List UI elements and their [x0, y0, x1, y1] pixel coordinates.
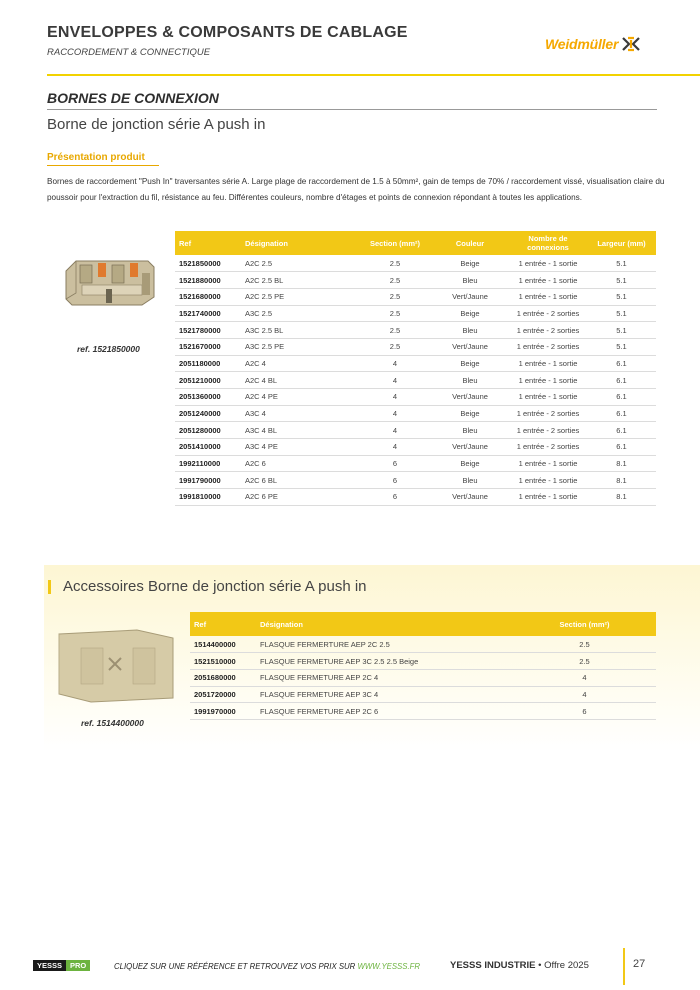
- cell-ref[interactable]: 2051410000: [175, 439, 241, 456]
- acc-cell-ref[interactable]: 2051720000: [190, 686, 256, 703]
- acc-cell-ref[interactable]: 1521510000: [190, 653, 256, 670]
- cell-section: 2.5: [359, 338, 431, 355]
- table-row[interactable]: [175, 389, 656, 406]
- footer-cta: [114, 962, 420, 971]
- acc-cell-ref[interactable]: 1514400000: [190, 636, 256, 653]
- accessories-marker: [48, 580, 51, 594]
- cell-designation: A2C 2.5: [241, 255, 359, 272]
- cell-ref[interactable]: 2051180000: [175, 355, 241, 372]
- col-header-section: Section (mm²): [359, 231, 431, 255]
- cell-ref[interactable]: 1521740000: [175, 305, 241, 322]
- cell-color: Bleu: [431, 272, 509, 289]
- cell-width: 8.1: [587, 472, 656, 489]
- footer-cta-text: CLIQUEZ SUR UNE RÉFÉRENCE ET RETROUVEZ VOS PRIX SUR: [114, 962, 356, 971]
- table-row[interactable]: [175, 288, 656, 305]
- cell-connections: 1 entrée - 1 sortie: [509, 455, 587, 472]
- acc-header-row: [190, 612, 656, 636]
- cell-color: Beige: [431, 455, 509, 472]
- cell-color: Vert/Jaune: [431, 338, 509, 355]
- cell-designation: A2C 2.5 BL: [241, 272, 359, 289]
- cell-width: 6.1: [587, 422, 656, 439]
- cell-section: 4: [359, 389, 431, 406]
- table-row[interactable]: [175, 455, 656, 472]
- cell-section: 2.5: [359, 305, 431, 322]
- header-rule: [47, 74, 700, 76]
- cell-designation: A2C 6 PE: [241, 489, 359, 506]
- cell-connections: 1 entrée - 1 sortie: [509, 355, 587, 372]
- cell-width: 6.1: [587, 439, 656, 456]
- acc-col-header-ref: Ref: [190, 612, 256, 636]
- cell-designation: A3C 4: [241, 405, 359, 422]
- table-row[interactable]: [175, 439, 656, 456]
- acc-table-row[interactable]: [190, 636, 656, 653]
- end-plate-image: [57, 628, 175, 704]
- end-plate-illustration: [57, 628, 175, 704]
- cell-designation: A2C 4 BL: [241, 372, 359, 389]
- footer-brand: [450, 960, 589, 971]
- cell-width: 5.1: [587, 288, 656, 305]
- cell-connections: 1 entrée - 2 sorties: [509, 338, 587, 355]
- cell-color: Vert/Jaune: [431, 439, 509, 456]
- acc-cell-section: 6: [513, 703, 656, 720]
- presentation-label: Présentation produit: [47, 152, 145, 163]
- cell-designation: A2C 4 PE: [241, 389, 359, 406]
- page-footer: [0, 945, 700, 990]
- table-row[interactable]: [175, 405, 656, 422]
- table-row[interactable]: [175, 489, 656, 506]
- cell-connections: 1 entrée - 2 sorties: [509, 439, 587, 456]
- cell-width: 6.1: [587, 405, 656, 422]
- brand-name: Weidmüller: [545, 36, 619, 52]
- weidmuller-mark-icon: [622, 36, 640, 52]
- acc-cell-ref[interactable]: 1991970000: [190, 703, 256, 720]
- cell-color: Beige: [431, 405, 509, 422]
- col-header-ref: Ref: [175, 231, 241, 255]
- cell-width: 6.1: [587, 389, 656, 406]
- cell-section: 6: [359, 472, 431, 489]
- table-row[interactable]: [175, 272, 656, 289]
- cell-color: Vert/Jaune: [431, 389, 509, 406]
- cell-connections: 1 entrée - 1 sortie: [509, 472, 587, 489]
- section-rule: [47, 109, 657, 110]
- section-title: BORNES DE CONNEXION: [47, 90, 219, 106]
- col-header-connections: Nombre de connexions: [509, 231, 587, 255]
- acc-col-header-section: Section (mm²): [513, 612, 656, 636]
- acc-cell-designation: FLASQUE FERMETURE AEP 2C 4: [256, 669, 513, 686]
- accessories-title: Accessoires Borne de jonction série A push in: [63, 578, 367, 595]
- cell-ref[interactable]: 1521850000: [175, 255, 241, 272]
- cell-connections: 1 entrée - 1 sortie: [509, 372, 587, 389]
- cell-ref[interactable]: 1992110000: [175, 455, 241, 472]
- table-header-row: [175, 231, 656, 255]
- cell-width: 8.1: [587, 489, 656, 506]
- cell-section: 4: [359, 422, 431, 439]
- acc-cell-section: 2.5: [513, 636, 656, 653]
- cell-section: 2.5: [359, 255, 431, 272]
- table-row[interactable]: [175, 338, 656, 355]
- cell-color: Bleu: [431, 472, 509, 489]
- page-header: [0, 0, 700, 75]
- footer-divider: [623, 948, 625, 985]
- cell-designation: A2C 4: [241, 355, 359, 372]
- cell-width: 5.1: [587, 272, 656, 289]
- terminal-block-table: [175, 231, 656, 506]
- cell-designation: A2C 2.5 PE: [241, 288, 359, 305]
- acc-cell-designation: FLASQUE FERMETURE AEP 3C 2.5 2.5 Beige: [256, 653, 513, 670]
- cell-ref[interactable]: 2051240000: [175, 405, 241, 422]
- table-row[interactable]: [175, 305, 656, 322]
- terminal-block-illustration: [62, 253, 157, 313]
- cell-connections: 1 entrée - 2 sorties: [509, 405, 587, 422]
- cell-designation: A3C 2.5 BL: [241, 322, 359, 339]
- cell-color: Bleu: [431, 322, 509, 339]
- cell-section: 6: [359, 455, 431, 472]
- yesss-logo-text: YESSS: [33, 960, 66, 971]
- accessories-table: [190, 612, 656, 720]
- header-subtitle: RACCORDEMENT & CONNECTIQUE: [47, 47, 211, 58]
- cell-designation: A3C 2.5: [241, 305, 359, 322]
- cell-color: Bleu: [431, 422, 509, 439]
- cell-designation: A3C 4 BL: [241, 422, 359, 439]
- table-row[interactable]: [175, 472, 656, 489]
- cell-designation: A2C 6: [241, 455, 359, 472]
- cell-connections: 1 entrée - 1 sortie: [509, 389, 587, 406]
- cell-width: 5.1: [587, 255, 656, 272]
- acc-cell-section: 2.5: [513, 653, 656, 670]
- accessories-image-caption: ref. 1514400000: [81, 718, 144, 728]
- acc-table-row[interactable]: [190, 686, 656, 703]
- yesss-pro-logo: [33, 960, 90, 971]
- cell-connections: 1 entrée - 2 sorties: [509, 322, 587, 339]
- cell-color: Beige: [431, 355, 509, 372]
- table-row[interactable]: [175, 355, 656, 372]
- acc-table-row[interactable]: [190, 703, 656, 720]
- acc-cell-section: 4: [513, 669, 656, 686]
- cell-designation: A2C 6 BL: [241, 472, 359, 489]
- cell-ref[interactable]: 1521670000: [175, 338, 241, 355]
- cell-section: 4: [359, 405, 431, 422]
- acc-table-row[interactable]: [190, 669, 656, 686]
- presentation-text: Bornes de raccordement "Push In" traversantes série A. Large plage de raccordement de 1.5 à 50mm², gain de temps de 70% / raccordement vissé, visualisation claire du poussoir pour l'extraction du fil, résistance au feu. Différentes couleurs, nombre d'étages et points de connexion répondant à toutes les applications.: [47, 177, 665, 202]
- cell-section: 2.5: [359, 322, 431, 339]
- footer-website-link[interactable]: WWW.YESSS.FR: [357, 962, 421, 971]
- cell-connections: 1 entrée - 1 sortie: [509, 272, 587, 289]
- col-header-width: Largeur (mm): [587, 231, 656, 255]
- header-title: ENVELOPPES & COMPOSANTS DE CABLAGE: [47, 24, 408, 41]
- cell-connections: 1 entrée - 1 sortie: [509, 255, 587, 272]
- page-number: 27: [633, 958, 646, 970]
- cell-ref[interactable]: 1521680000: [175, 288, 241, 305]
- cell-ref[interactable]: 2051280000: [175, 422, 241, 439]
- weidmuller-logo: [545, 36, 640, 52]
- presentation-underline: [47, 165, 159, 166]
- table-row[interactable]: [175, 372, 656, 389]
- cell-ref[interactable]: 1521880000: [175, 272, 241, 289]
- cell-section: 4: [359, 355, 431, 372]
- cell-connections: 1 entrée - 2 sorties: [509, 422, 587, 439]
- cell-designation: A3C 2.5 PE: [241, 338, 359, 355]
- cell-designation: A3C 4 PE: [241, 439, 359, 456]
- footer-offer: • Offre 2025: [538, 960, 589, 971]
- pro-logo-text: PRO: [66, 960, 90, 971]
- cell-color: Beige: [431, 255, 509, 272]
- table-row[interactable]: [175, 255, 656, 272]
- cell-color: Vert/Jaune: [431, 288, 509, 305]
- cell-ref[interactable]: 2051210000: [175, 372, 241, 389]
- cell-connections: 1 entrée - 2 sorties: [509, 305, 587, 322]
- cell-ref[interactable]: 1521780000: [175, 322, 241, 339]
- terminal-block-image: [62, 253, 157, 313]
- col-header-color: Couleur: [431, 231, 509, 255]
- cell-section: 6: [359, 489, 431, 506]
- cell-color: Beige: [431, 305, 509, 322]
- table-row[interactable]: [175, 422, 656, 439]
- acc-cell-ref[interactable]: 2051680000: [190, 669, 256, 686]
- cell-width: 6.1: [587, 355, 656, 372]
- acc-table-row[interactable]: [190, 653, 656, 670]
- cell-width: 5.1: [587, 322, 656, 339]
- cell-section: 4: [359, 439, 431, 456]
- acc-cell-designation: FLASQUE FERMETURE AEP 3C 4: [256, 686, 513, 703]
- cell-ref[interactable]: 2051360000: [175, 389, 241, 406]
- product-title: Borne de jonction série A push in: [47, 116, 266, 133]
- cell-width: 8.1: [587, 455, 656, 472]
- col-header-designation: Désignation: [241, 231, 359, 255]
- cell-connections: 1 entrée - 1 sortie: [509, 288, 587, 305]
- cell-section: 4: [359, 372, 431, 389]
- cell-section: 2.5: [359, 272, 431, 289]
- cell-color: Bleu: [431, 372, 509, 389]
- cell-width: 5.1: [587, 305, 656, 322]
- product-image-caption: ref. 1521850000: [77, 344, 140, 354]
- cell-color: Vert/Jaune: [431, 489, 509, 506]
- cell-width: 6.1: [587, 372, 656, 389]
- acc-cell-section: 4: [513, 686, 656, 703]
- cell-connections: 1 entrée - 1 sortie: [509, 489, 587, 506]
- acc-col-header-designation: Désignation: [256, 612, 513, 636]
- footer-brand-name: YESSS INDUSTRIE: [450, 960, 536, 971]
- acc-cell-designation: FLASQUE FERMETURE AEP 2C 6: [256, 703, 513, 720]
- cell-section: 2.5: [359, 288, 431, 305]
- cell-ref[interactable]: 1991790000: [175, 472, 241, 489]
- acc-cell-designation: FLASQUE FERMERTURE AEP 2C 2.5: [256, 636, 513, 653]
- cell-ref[interactable]: 1991810000: [175, 489, 241, 506]
- table-row[interactable]: [175, 322, 656, 339]
- cell-width: 5.1: [587, 338, 656, 355]
